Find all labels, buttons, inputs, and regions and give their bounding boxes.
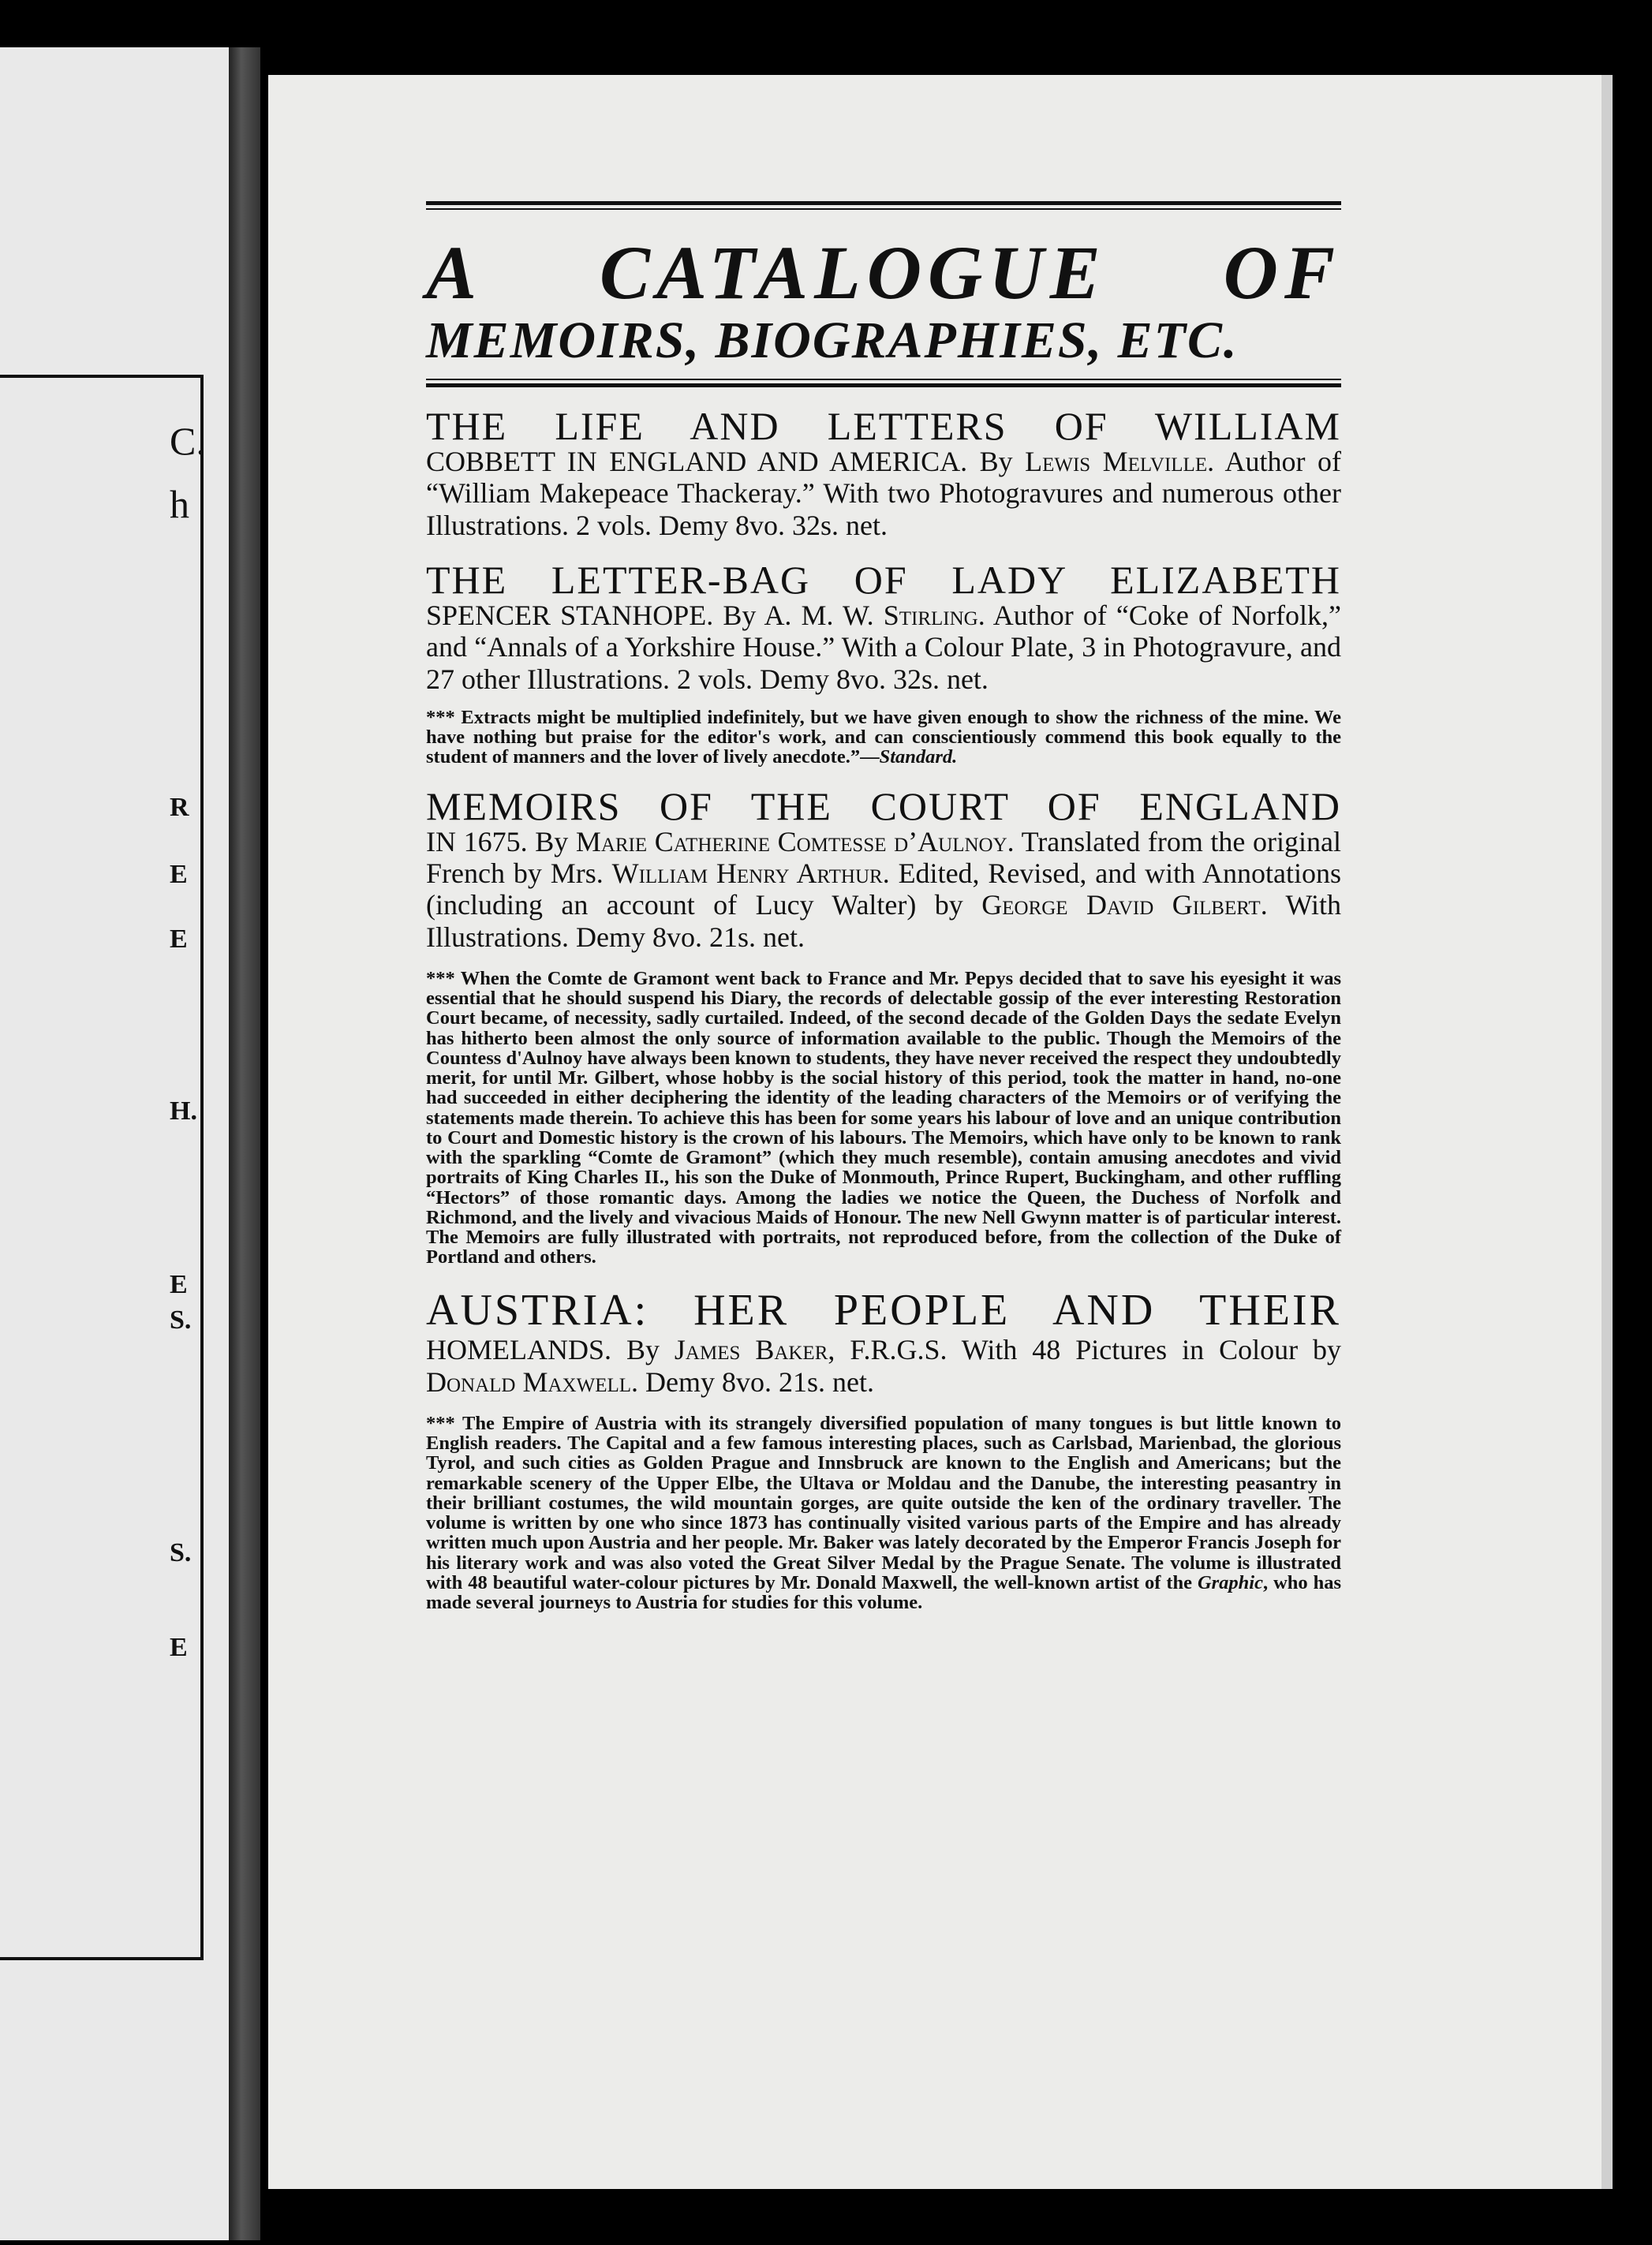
- header-rule-thin: [426, 379, 1341, 380]
- catalogue-subtitle: MEMOIRS, BIOGRAPHIES, ETC.: [426, 311, 1239, 369]
- entry-title: THE LIFE AND LETTERS OF WILLIAM: [426, 404, 1341, 449]
- title-word: CATALOGUE: [599, 230, 1107, 315]
- facing-page-char: S.: [170, 1306, 192, 1335]
- facing-page-char: C.: [170, 419, 206, 463]
- entry-description: IN 1675. By Marie Catherine Comtesse d’Aulnoy. Translated from the original French by Mrs. William Henry Arthur. Edited, Revised, and with Annotations (including an account of Lucy Walter) by George David Gilbert. With Illustrations. Demy 8vo. 21s. net.: [426, 825, 1342, 953]
- title-word: A: [426, 230, 484, 315]
- review-quote: *** The Empire of Austria with its strangely diversified population of many tongues is but little known to English readers. The Capital and a few famous interesting places, such as Carlsbad, Marienbad, the glorious Tyrol, and such cities as Golden Prague and Innsbruck are known to the English and Americans; but the remarkable scenery of the Upper Elbe, the Ultava or Moldau and the Danube, the interesting peasantry in their brilliant costumes, the wild mountain gorges, are quite outside the ken of the ordinary traveller. The volume is written by one who since 1873 has continually visited various parts of the Empire and has already written much upon Austria and her people. Mr. Baker was lately decorated by the Emperor Francis Joseph for his literary work and was also voted the Great Silver Medal by the Prague Senate. The volume is illustrated with 48 beautiful water-colour pictures by Mr. Donald Maxwell, the well-known artist of the Graphic, who has made several journeys to Austria for studies for this volume.: [426, 1412, 1341, 1613]
- entry-description: COBBETT IN ENGLAND AND AMERICA. By Lewis Melville. Author of “William Makepeace Thackeray.” With two Photogravures and numerous other Illustrations. 2 vols. Demy 8vo. 32s. net.: [426, 446, 1341, 541]
- entry-description: SPENCER STANHOPE. By A. M. W. Stirling. Author of “Coke of Norfolk,” and “Annals of a Yorkshire House.” With a Colour Plate, 3 in Photogravure, and 27 other Illustrations. 2 vols. Demy 8vo. 32s. net.: [426, 600, 1341, 695]
- author-name: James Baker: [674, 1334, 828, 1366]
- facing-page-frame: [0, 375, 204, 1960]
- author-name: Lewis Melville: [1025, 446, 1208, 478]
- catalogue-entry: [426, 560, 1341, 768]
- book-gutter: [229, 47, 260, 2240]
- facing-page-char: E: [170, 925, 188, 954]
- facing-page-char: S.: [170, 1538, 192, 1567]
- quote-source: Standard.: [879, 746, 958, 768]
- translator-name: William Henry Arthur: [611, 857, 883, 889]
- catalogue-entry: [426, 783, 1342, 1268]
- facing-page-char: E: [170, 1270, 188, 1299]
- facing-page-char: E: [170, 860, 188, 889]
- entry-title: MEMOIRS OF THE COURT OF ENGLAND: [426, 783, 1341, 828]
- catalogue-entry: [426, 1287, 1341, 1612]
- top-rule: [426, 201, 1341, 205]
- review-quote: *** When the Comte de Gramont went back to France and Mr. Pepys decided that to save his eyesight it was essential that he should suspend his Diary, the records of delectable gossip of the ever interesting Restoration Court became, of necessity, sadly curtailed. Indeed, of the second decade of the Golden Days the sedate Evelyn has hitherto been almost the only source of information available to the public. Though the Memoirs of the Countess d'Aulnoy have always been known to students, they have never received the respect they undoubtedly merit, for until Mr. Gilbert, whose hobby is the social history of this period, took the matter in hand, no-one had succeeded in either deciphering the identity of the leading characters of the Memoirs or of verifying the statements made therein. To achieve this has been for some years his labour of love and an unique contribution to Court and Domestic history is the crown of his labours. The Memoirs, which have only to be known to rank with the sparkling “Comte de Gramont” (which they much resemble), contain amusing anecdotes and vivid portraits of King Charles II., his son the Duke of Monmouth, Prince Rupert, Buckingham, and other ruffling “Hectors” of those romantic days. Among the ladies we notice the Queen, the Duchess of Norfolk and Richmond, and the lively and vivacious Maids of Honour. The new Nell Gwynn matter is of particular interest. The Memoirs are fully illustrated with portraits, not reproduced before, from the collection of the Duke of Portland and others.: [426, 967, 1341, 1268]
- editor-name: George David Gilbert: [981, 889, 1261, 921]
- facing-page-char: H.: [170, 1096, 197, 1126]
- facing-page: [0, 47, 229, 2240]
- top-rule-thin: [426, 208, 1341, 210]
- catalogue-entry: [426, 406, 1341, 541]
- entry-title: THE LETTER-BAG OF LADY ELIZABETH: [426, 558, 1341, 603]
- catalogue-page: [268, 75, 1613, 2189]
- page-content: [426, 201, 1341, 1617]
- entry-description: HOMELANDS. By James Baker, F.R.G.S. With 48 Pictures in Colour by Donald Maxwell. Demy 8vo. 21s. net.: [426, 1334, 1342, 1398]
- author-name: Stirling: [883, 600, 978, 632]
- header-rule: [426, 383, 1341, 387]
- catalogue-title: [426, 230, 1341, 315]
- facing-page-char: h: [170, 482, 189, 526]
- facing-page-char: E: [170, 1633, 188, 1662]
- facing-page-char: R: [170, 793, 189, 822]
- entry-title: AUSTRIA: HER PEOPLE AND THEIR: [426, 1286, 1341, 1335]
- title-word: OF: [1223, 230, 1341, 315]
- publication-name: Graphic: [1197, 1571, 1263, 1593]
- review-quote: *** Extracts might be multiplied indefinitely, but we have given enough to show the richness of the mine. We have nothing but praise for the editor's work, and can conscientiously commend this book equally to the student of manners and the lover of lively anecdote.”—Standard.: [426, 706, 1341, 768]
- illustrator-name: Donald Maxwell: [426, 1365, 632, 1398]
- author-name: Marie Catherine Comtesse d’Aulnoy: [575, 825, 1007, 857]
